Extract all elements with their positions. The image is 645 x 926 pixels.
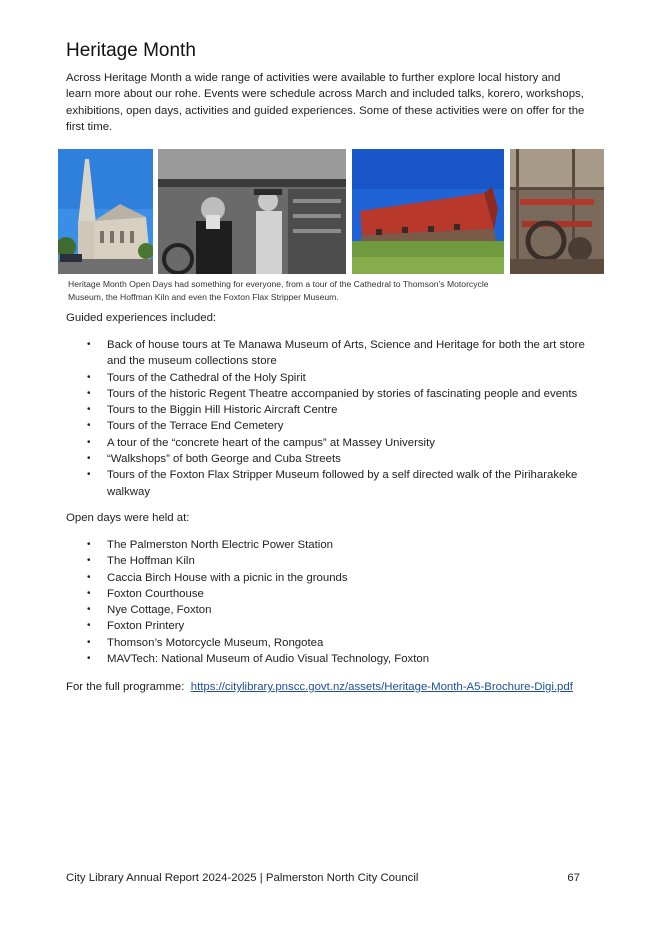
programme-line xyxy=(66,681,573,693)
bullet-icon: • xyxy=(87,636,91,648)
bullet-icon: • xyxy=(87,555,91,567)
flax-stripper-museum-photo xyxy=(510,149,604,274)
list-item: • Caccia Birch House with a picnic in the grounds xyxy=(66,570,586,586)
bullet-icon: • xyxy=(87,604,91,616)
bullet-icon: • xyxy=(87,420,91,432)
intro-paragraph: Across Heritage Month a wide range of activities were available to further explore local history and learn more about our rohe. Events were schedule across March and included talks, korero, workshops, exhibitions, open days, activities and guided experiences. Some of these activities were on offer for the first time. xyxy=(66,72,585,133)
bullet-icon: • xyxy=(87,469,91,481)
list-item: • The Palmerston North Electric Power Station xyxy=(66,537,586,553)
list-item: • Tours of the Cathedral of the Holy Spirit xyxy=(66,370,586,386)
bullet-icon: • xyxy=(87,571,91,583)
list-item: • Tours to the Biggin Hill Historic Aircraft Centre xyxy=(66,402,586,418)
photo-strip xyxy=(0,149,645,274)
list-item: • “Walkshops” of both George and Cuba Streets xyxy=(66,451,586,467)
footer-text: City Library Annual Report 2024-2025 | Palmerston North City Council xyxy=(66,872,419,884)
list-item: • A tour of the “concrete heart of the campus” at Massey University xyxy=(66,435,586,451)
photo-caption: Heritage Month Open Days had something for everyone, from a tour of the Cathedral to Thomson’s Motorcycle Museum, the Hoffman Kiln and even the Foxton Flax Stripper Museum. xyxy=(68,279,489,303)
list-item: • Tours of the Terrace End Cemetery xyxy=(66,418,586,434)
bullet-icon: • xyxy=(87,653,91,665)
bullet-icon: • xyxy=(87,387,91,399)
bullet-icon: • xyxy=(87,453,91,465)
bullet-icon: • xyxy=(87,371,91,383)
guided-experiences-list xyxy=(66,337,586,500)
bullet-icon: • xyxy=(87,436,91,448)
list-item: • Foxton Printery xyxy=(66,618,586,634)
motorcycle-museum-photo xyxy=(158,149,346,274)
page-title: Heritage Month xyxy=(66,40,196,61)
list-item: • MAVTech: National Museum of Audio Visual Technology, Foxton xyxy=(66,651,586,667)
open-days-label: Open days were held at: xyxy=(66,512,190,524)
guided-experiences-label: Guided experiences included: xyxy=(66,312,217,324)
list-item: • Foxton Courthouse xyxy=(66,586,586,602)
programme-link[interactable]: https://citylibrary.pnscc.govt.nz/assets/Heritage-Month-A5-Brochure-Digi.pdf xyxy=(190,681,573,693)
cathedral-photo xyxy=(58,149,153,274)
bullet-icon: • xyxy=(87,620,91,632)
bullet-icon: • xyxy=(87,587,91,599)
list-item: • The Hoffman Kiln xyxy=(66,553,586,569)
open-days-list xyxy=(66,537,586,667)
list-item: • Nye Cottage, Foxton xyxy=(66,602,586,618)
page-number: 67 xyxy=(567,872,580,884)
page-footer xyxy=(66,872,580,884)
bullet-icon: • xyxy=(87,404,91,416)
hoffman-kiln-photo xyxy=(352,149,504,274)
list-item: • Back of house tours at Te Manawa Museum of Arts, Science and Heritage for both the art store and the museum collections store xyxy=(87,339,585,368)
list-item: • Thomson’s Motorcycle Museum, Rongotea xyxy=(66,635,586,651)
bullet-icon: • xyxy=(87,339,91,350)
list-item: • Tours of the Foxton Flax Stripper Museum followed by a self directed walk of the Piriharakeke walkway xyxy=(87,469,578,498)
programme-label: For the full programme: xyxy=(66,681,185,693)
bullet-icon: • xyxy=(87,539,91,550)
list-item: • Tours of the historic Regent Theatre accompanied by stories of fascinating people and events xyxy=(66,386,586,402)
